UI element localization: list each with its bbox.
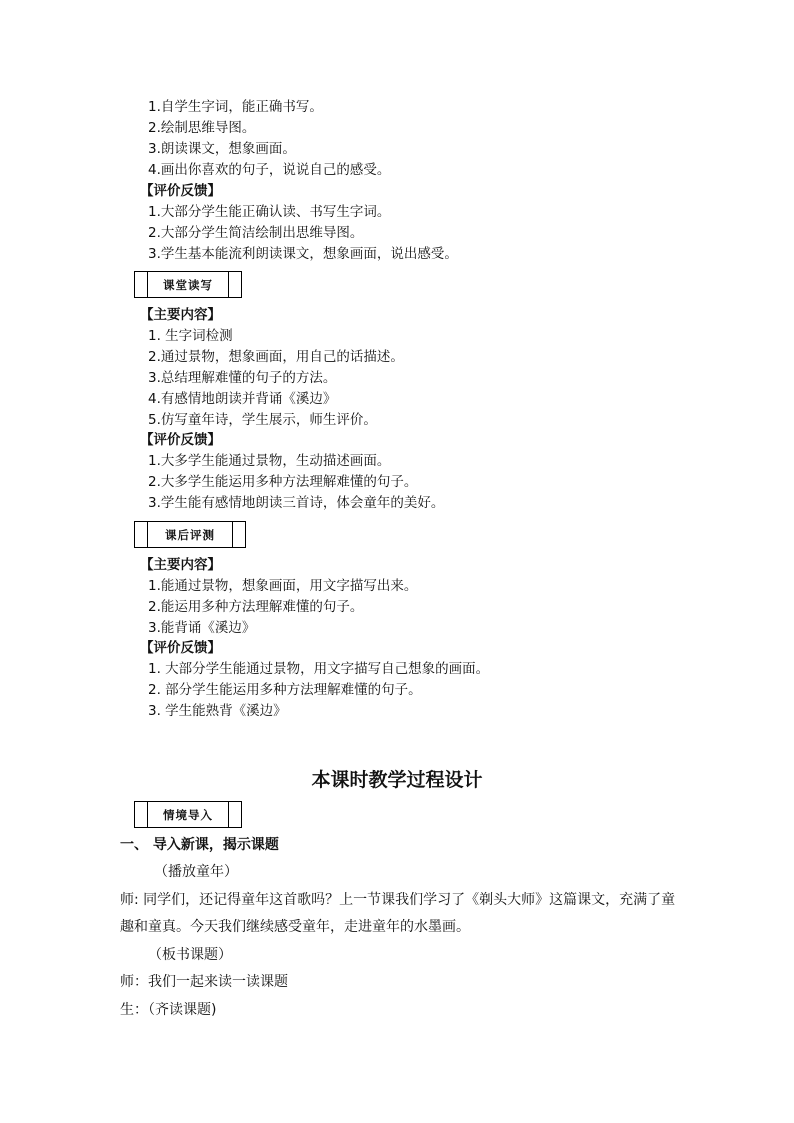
paragraph-line: 趣和童真。今天我们继续感受童年，走进童年的水墨画。 <box>120 919 470 935</box>
preview-item: 4.画出你喜欢的句子，说说自己的感受。 <box>148 162 391 178</box>
preview-item: 2.绘制思维导图。 <box>148 120 256 136</box>
feedback-item: 1.大多学生能通过景物，生动描述画面。 <box>148 453 391 469</box>
content-item: 2.能运用多种方法理解难懂的句子。 <box>148 599 364 615</box>
feedback-item: 2.大多学生能运用多种方法理解难懂的句子。 <box>148 474 418 490</box>
content-item: 3.能背诵《溪边》 <box>148 620 256 636</box>
content-item: 1. 生字词检测 <box>148 328 233 344</box>
section-tag-label: 课堂读写 <box>163 278 213 292</box>
step-heading: 一、 导入新课，揭示课题 <box>120 837 279 853</box>
content-item: 4.有感情地朗读并背诵《溪边》 <box>148 391 337 407</box>
content-item: 3.总结理解难懂的句子的方法。 <box>148 370 337 386</box>
feedback-item: 3.学生基本能流利朗读课文，想象画面，说出感受。 <box>148 246 458 262</box>
feedback-item: 3.学生能有感情地朗读三首诗，体会童年的美好。 <box>148 495 445 511</box>
feedback-heading: 【评价反馈】 <box>140 432 221 448</box>
section-tag-situation <box>134 801 242 828</box>
section-tag-label: 课后评测 <box>165 528 215 542</box>
preview-item: 1.自学生字词，能正确书写。 <box>148 99 323 115</box>
feedback-item: 1.大部分学生能正确认读、书写生字词。 <box>148 204 391 220</box>
feedback-item: 2. 部分学生能运用多种方法理解难懂的句子。 <box>148 682 422 698</box>
feedback-heading: 【评价反馈】 <box>140 640 221 656</box>
section-tag-label: 情境导入 <box>163 808 213 822</box>
content-heading: 【主要内容】 <box>140 307 221 323</box>
page-title: 本课时教学过程设计 <box>311 769 483 791</box>
preview-item: 3.朗读课文，想象画面。 <box>148 141 296 157</box>
content-item: 5.仿写童年诗，学生展示，师生评价。 <box>148 412 377 428</box>
paragraph-line: 师: 同学们，还记得童年这首歌吗？上一节课我们学习了《剃头大师》这篇课文，充满了童 <box>120 892 676 908</box>
section-tag-after-class <box>134 521 246 548</box>
paragraph-line: 师：我们一起来读一读课题 <box>120 974 288 990</box>
paragraph-line: （板书课题） <box>148 947 232 963</box>
feedback-item: 2.大部分学生简洁绘制出思维导图。 <box>148 225 364 241</box>
section-tag-classroom <box>134 271 242 298</box>
feedback-heading: 【评价反馈】 <box>140 183 221 199</box>
content-heading: 【主要内容】 <box>140 557 221 573</box>
feedback-item: 3. 学生能熟背《溪边》 <box>148 703 287 719</box>
paragraph-line: （播放童年） <box>154 864 238 880</box>
paragraph-line: 生：（齐读课题) <box>120 1002 217 1018</box>
feedback-item: 1. 大部分学生能通过景物，用文字描写自己想象的画面。 <box>148 661 490 677</box>
content-item: 2.通过景物，想象画面，用自己的话描述。 <box>148 349 404 365</box>
content-item: 1.能通过景物，想象画面，用文字描写出来。 <box>148 578 418 594</box>
